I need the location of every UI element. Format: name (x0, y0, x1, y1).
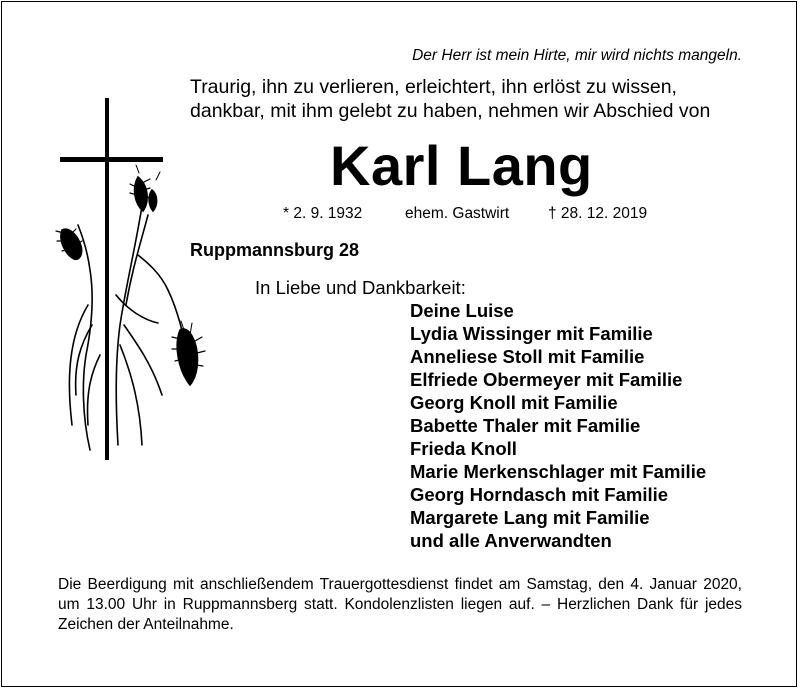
mourner: Margarete Lang mit Familie (410, 507, 650, 528)
mourner: und alle Anverwandten (410, 530, 612, 551)
wheat-icon (56, 165, 205, 450)
address: Ruppmannsburg 28 (190, 240, 360, 260)
death-date: † 28. 12. 2019 (548, 205, 648, 222)
mourner: Anneliese Stoll mit Familie (410, 346, 645, 367)
mourner: Elfriede Obermeyer mit Familie (410, 369, 683, 390)
intro-line: Traurig, ihn zu verlieren, erleichtert, ihn erlöst zu wissen, (190, 76, 677, 98)
mourner: Marie Merkenschlager mit Familie (410, 461, 707, 482)
gratitude-line: In Liebe und Dankbarkeit: (255, 277, 466, 298)
mourner: Lydia Wissinger mit Familie (410, 323, 653, 344)
cross-with-wheat-illustration (40, 95, 230, 465)
deceased-name: Karl Lang (330, 134, 593, 197)
mourners-list (410, 299, 706, 552)
mourner: Frieda Knoll (410, 438, 517, 459)
bible-quote: Der Herr ist mein Hirte, mir wird nichts mangeln. (412, 47, 742, 64)
funeral-notice: Die Beerdigung mit anschließendem Trauergottesdienst findet am Samstag, den 4. Januar 2020, um 13.00 Uhr in Ruppmannsberg statt. Kondolenzlisten liegen auf. – Herzlichen Dank für jedes Zeichen der Anteilnahme. (58, 576, 742, 633)
intro-text (190, 75, 750, 123)
mourner: Georg Horndasch mit Familie (410, 484, 669, 505)
mourner: Georg Knoll mit Familie (410, 392, 618, 413)
occupation: ehem. Gastwirt (405, 205, 510, 222)
intro-line: dankbar, mit ihm gelebt zu haben, nehmen wir Abschied von (190, 100, 711, 122)
cross-icon (60, 98, 163, 460)
birth-date: * 2. 9. 1932 (283, 205, 363, 222)
mourner: Deine Luise (410, 300, 514, 321)
mourner: Babette Thaler mit Familie (410, 415, 641, 436)
